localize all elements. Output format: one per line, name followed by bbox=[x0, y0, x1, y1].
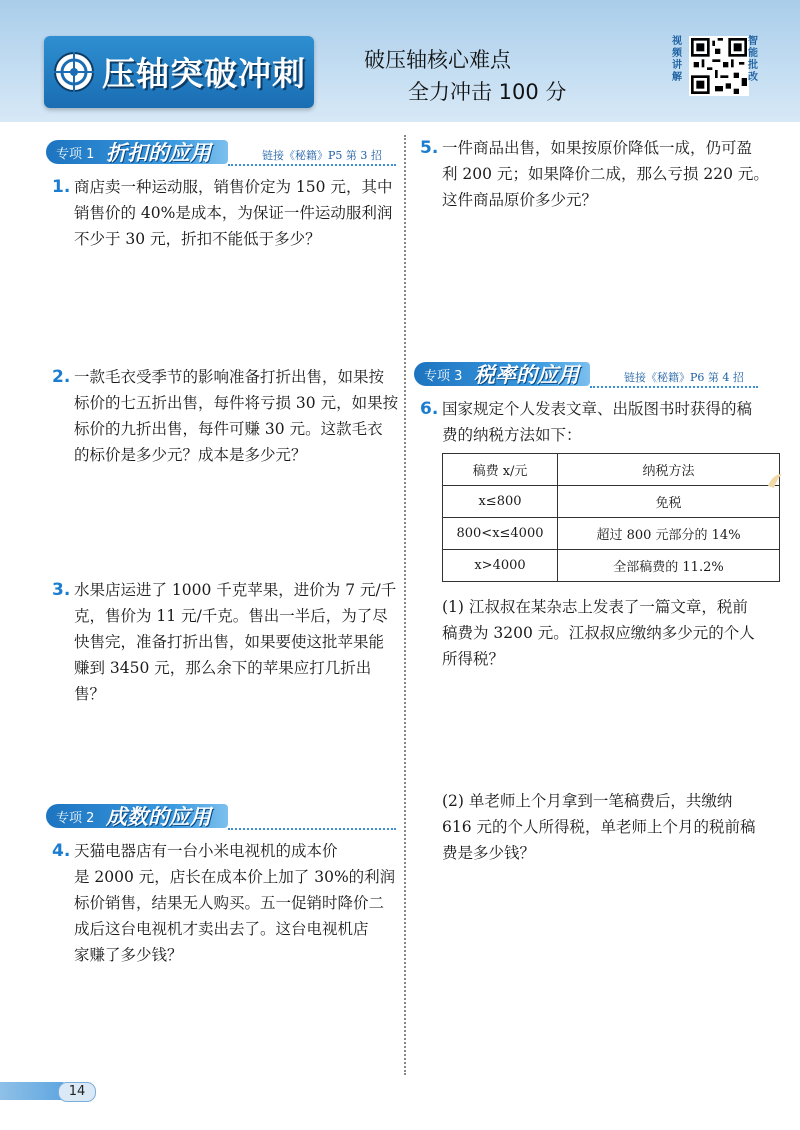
section-number: 专项 3 bbox=[424, 369, 463, 384]
qr-left-label: 视频讲解 bbox=[672, 36, 682, 83]
question-line: 标价的九折出售，每件可赚 30 元。这款毛衣 bbox=[74, 420, 383, 438]
question-line: 是 2000 元，店长在成本价上加了 30%的利润 bbox=[74, 868, 396, 886]
qr-right-label: 智能批改 bbox=[748, 36, 758, 83]
tagline-2: 全力冲击 100 分 bbox=[408, 80, 567, 104]
target-icon bbox=[52, 50, 96, 94]
question-line: 克，售价为 11 元/千克。售出一半后，为了尽 bbox=[74, 607, 388, 625]
table-cell: 免税 bbox=[558, 486, 780, 518]
question-line: 费的纳税方法如下： bbox=[442, 426, 582, 444]
link-reference[interactable]: 链接《秘籍》P5 第 3 招 bbox=[262, 149, 382, 162]
table-cell: x>4000 bbox=[443, 550, 558, 582]
qr-code-icon bbox=[689, 36, 749, 96]
question-line: 不少于 30 元，折扣不能低于多少？ bbox=[74, 230, 321, 248]
section-number: 专项 2 bbox=[56, 811, 95, 826]
link-reference[interactable]: 链接《秘籍》P6 第 4 招 bbox=[624, 371, 744, 384]
title-banner bbox=[44, 36, 314, 108]
section-3-label bbox=[414, 362, 590, 386]
question-line: 赚到 3450 元，那么余下的苹果应打几折出售？ bbox=[74, 659, 372, 703]
page-header bbox=[0, 0, 800, 122]
section-underline bbox=[590, 386, 758, 388]
page-title: 压轴突破冲刺 bbox=[102, 54, 306, 93]
question-line: 所得税？ bbox=[442, 650, 505, 668]
question-line: 616 元的个人所得税，单老师上个月的税前稿 bbox=[442, 818, 756, 836]
question-line: 快售完，准备打折出售，如果要使这批苹果能 bbox=[74, 633, 385, 651]
question-number: 3. bbox=[52, 580, 71, 600]
page-ear-decoration bbox=[764, 470, 784, 490]
question-line: 水果店运进了 1000 千克苹果，进价为 7 元/千 bbox=[74, 581, 397, 599]
page-number: 14 bbox=[58, 1082, 96, 1102]
question-line: 家赚了多少钱？ bbox=[74, 946, 183, 964]
question-line: 销售价的 40%是成本，为保证一件运动服利润 bbox=[74, 204, 393, 222]
section-title: 税率的应用 bbox=[474, 363, 579, 387]
table-cell: x≤800 bbox=[443, 486, 558, 518]
question-line: 的标价是多少元？成本是多少元？ bbox=[74, 446, 307, 464]
section-title: 折扣的应用 bbox=[106, 141, 211, 165]
question-line: 利 200 元；如果降价二成，那么亏损 220 元。 bbox=[442, 165, 769, 183]
question-number: 6. bbox=[420, 399, 439, 419]
table-row bbox=[443, 518, 780, 550]
table-header: 稿费 x/元 bbox=[443, 454, 558, 486]
question-line: (1) 江叔叔在某杂志上发表了一篇文章，税前 bbox=[442, 598, 748, 616]
question-line: 稿费为 3200 元。江叔叔应缴纳多少元的个人 bbox=[442, 624, 755, 642]
tax-table bbox=[442, 453, 780, 582]
qr-code-block[interactable] bbox=[672, 36, 760, 98]
table-row bbox=[443, 486, 780, 518]
question-line: 标价的七五折出售，每件将亏损 30 元，如果按 bbox=[74, 394, 399, 412]
question-line: (2) 单老师上个月拿到一笔稿费后，共缴纳 bbox=[442, 792, 733, 810]
question-number: 1. bbox=[52, 177, 71, 197]
sub-question-1 bbox=[442, 594, 782, 672]
sub-question-2 bbox=[442, 788, 782, 866]
question-line: 国家规定个人发表文章、出版图书时获得的稿 bbox=[442, 400, 753, 418]
question-line: 一款毛衣受季节的影响准备打折出售，如果按 bbox=[74, 368, 385, 386]
question-line: 一件商品出售，如果按原价降低一成，仍可盈 bbox=[442, 139, 753, 157]
question-line: 这件商品原价多少元？ bbox=[442, 191, 598, 209]
table-row bbox=[443, 550, 780, 582]
question-line: 成后这台电视机才卖出去了。这台电视机店 bbox=[74, 920, 369, 938]
table-cell: 超过 800 元部分的 14% bbox=[558, 518, 780, 550]
section-number: 专项 1 bbox=[56, 147, 95, 162]
question-number: 2. bbox=[52, 367, 71, 387]
table-cell: 800<x≤4000 bbox=[443, 518, 558, 550]
section-underline bbox=[228, 164, 396, 166]
section-title: 成数的应用 bbox=[106, 805, 211, 829]
section-underline bbox=[228, 828, 396, 830]
table-cell: 全部稿费的 11.2% bbox=[558, 550, 780, 582]
table-header: 纳税方法 bbox=[558, 454, 780, 486]
question-line: 费是多少钱？ bbox=[442, 844, 536, 862]
tagline-1: 破压轴核心难点 bbox=[364, 48, 511, 72]
column-divider bbox=[404, 135, 406, 1075]
table-header-row bbox=[443, 454, 780, 486]
question-line: 天猫电器店有一台小米电视机的成本价 bbox=[74, 842, 338, 860]
question-number: 5. bbox=[420, 138, 439, 158]
question-line: 商店卖一种运动服，销售价定为 150 元，其中 bbox=[74, 178, 393, 196]
question-number: 4. bbox=[52, 841, 71, 861]
section-2-label bbox=[46, 804, 228, 828]
section-1-label bbox=[46, 140, 228, 164]
question-line: 标价销售，结果无人购买。五一促销时降价二 bbox=[74, 894, 385, 912]
